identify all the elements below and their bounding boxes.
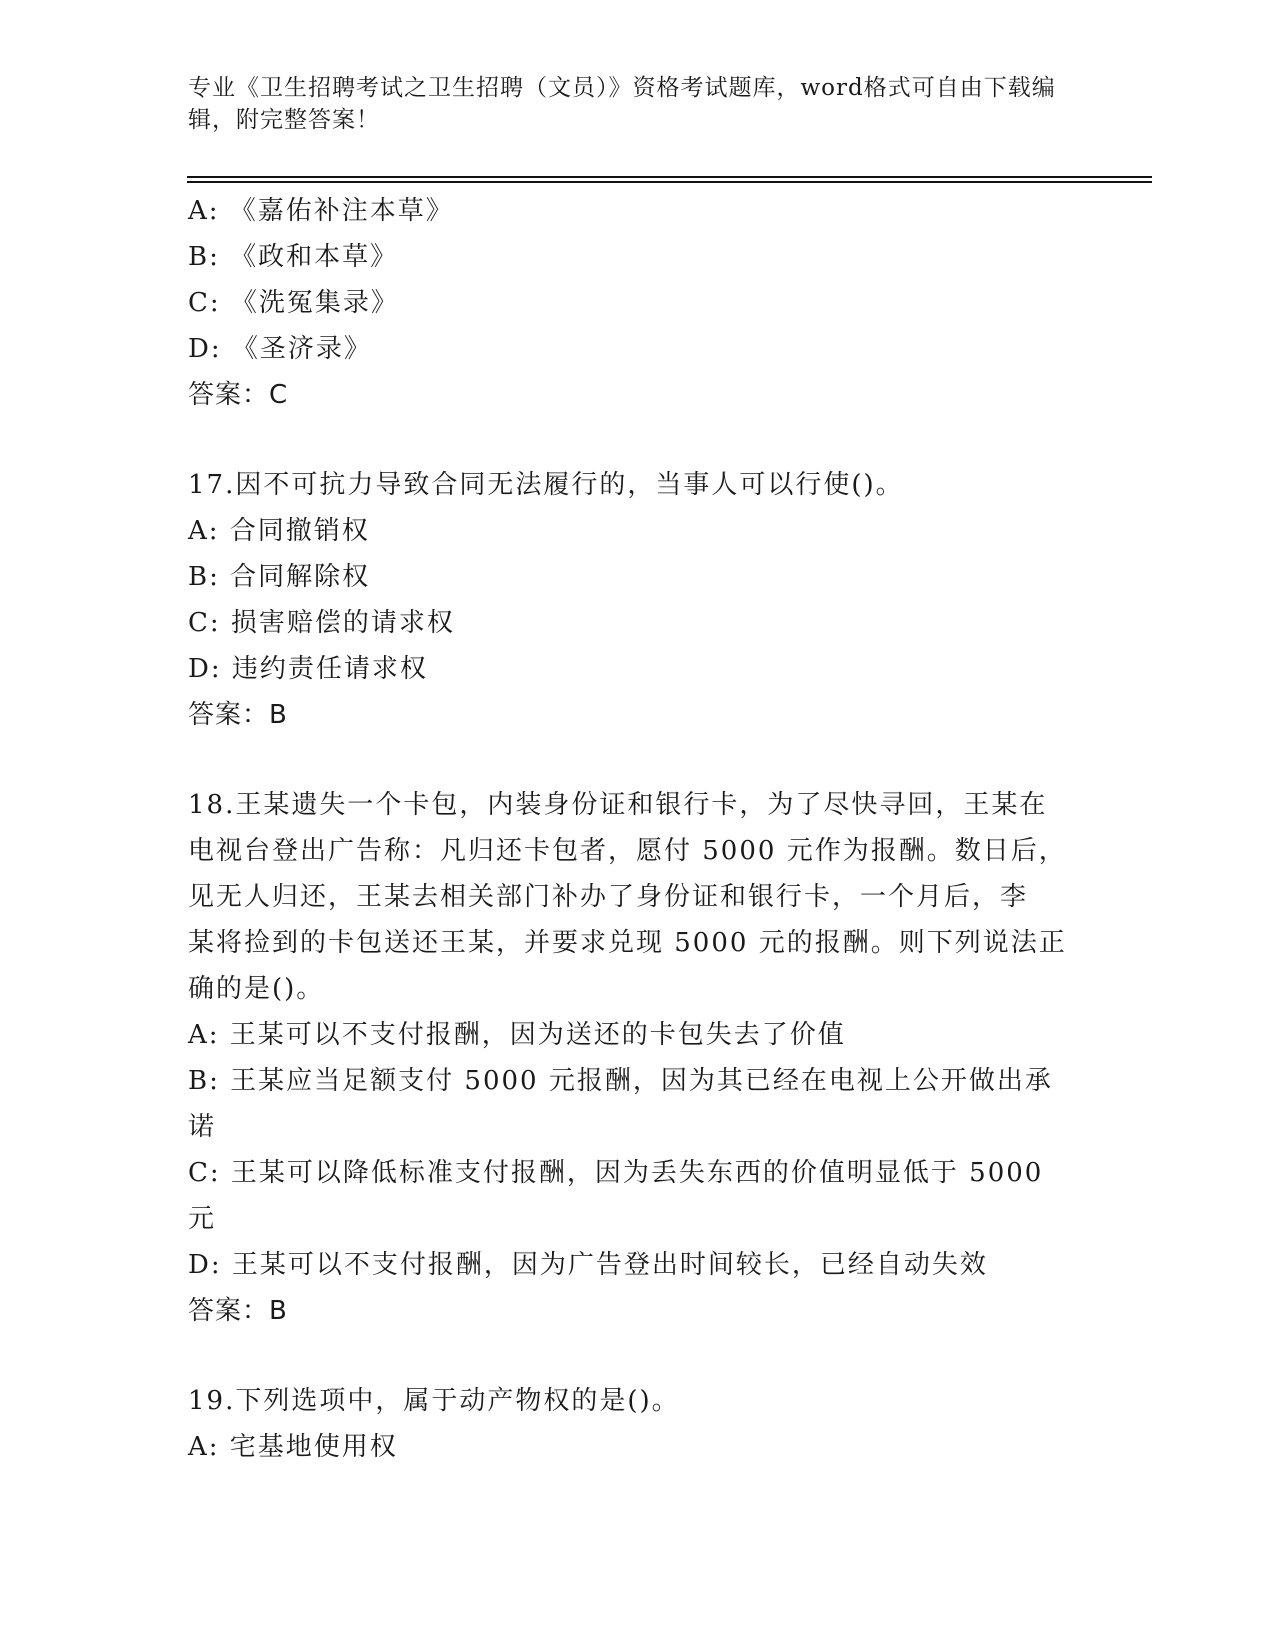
question-text-line-1: 18.王某遗失一个卡包，内装身份证和银行卡，为了尽快寻回，王某在 (188, 790, 1048, 820)
question-19 (188, 1378, 1088, 1470)
header-text: 专业《卫生招聘考试之卫生招聘（文员）》资格考试题库，word格式可自由下载编辑，附完整答案！ (188, 75, 1056, 133)
option-b: B: 合同解除权 (188, 562, 371, 592)
option-c: C: 损害赔偿的请求权 (188, 608, 455, 638)
answer-label: 答案：B (188, 700, 288, 730)
question-17 (188, 462, 1088, 738)
question-text-line-3: 见无人归还，王某去相关部门补办了身份证和银行卡，一个月后，李 (188, 882, 1029, 912)
option-d: D: 《圣济录》 (188, 334, 372, 364)
option-c-line-1: C: 王某可以降低标准支付报酬，因为丢失东西的价值明显低于 5000 (188, 1158, 1044, 1188)
spacer (188, 418, 1088, 462)
question-text-line-4: 某将捡到的卡包送还王某，并要求兑现 5000 元的报酬。则下列说法正 (188, 928, 1067, 958)
option-a: A: 合同撤销权 (188, 516, 370, 546)
question-list (188, 188, 1088, 1470)
question-text: 19.下列选项中，属于动产物权的是()。 (188, 1386, 680, 1416)
question-text-line-5: 确的是()。 (188, 974, 325, 1004)
option-c-line-2: 元 (188, 1204, 217, 1234)
option-b-line-2: 诺 (188, 1112, 217, 1142)
answer-label: 答案：C (188, 380, 289, 410)
question-18 (188, 782, 1088, 1334)
answer-label: 答案：B (188, 1296, 288, 1326)
header-divider-top (187, 176, 1152, 178)
option-c: C: 《洗冤集录》 (188, 288, 399, 318)
option-a: A: 《嘉佑补注本草》 (188, 196, 454, 226)
option-d: D: 王某可以不支付报酬，因为广告登出时间较长，已经自动失效 (188, 1250, 988, 1280)
option-b: B: 《政和本草》 (188, 242, 399, 272)
option-d: D: 违约责任请求权 (188, 654, 428, 684)
option-a: A: 宅基地使用权 (188, 1432, 398, 1462)
question-16 (188, 188, 1088, 418)
question-text-line-2: 电视台登出广告称：凡归还卡包者，愿付 5000 元作为报酬。数日后， (188, 836, 1067, 866)
document-header (188, 72, 1068, 136)
question-text: 17.因不可抗力导致合同无法履行的，当事人可以行使()。 (188, 470, 904, 500)
spacer (188, 738, 1088, 782)
header-divider-bottom (187, 181, 1152, 183)
option-b-line-1: B: 王某应当足额支付 5000 元报酬，因为其已经在电视上公开做出承 (188, 1066, 1053, 1096)
option-a: A: 王某可以不支付报酬，因为送还的卡包失去了价值 (188, 1020, 846, 1050)
spacer (188, 1334, 1088, 1378)
